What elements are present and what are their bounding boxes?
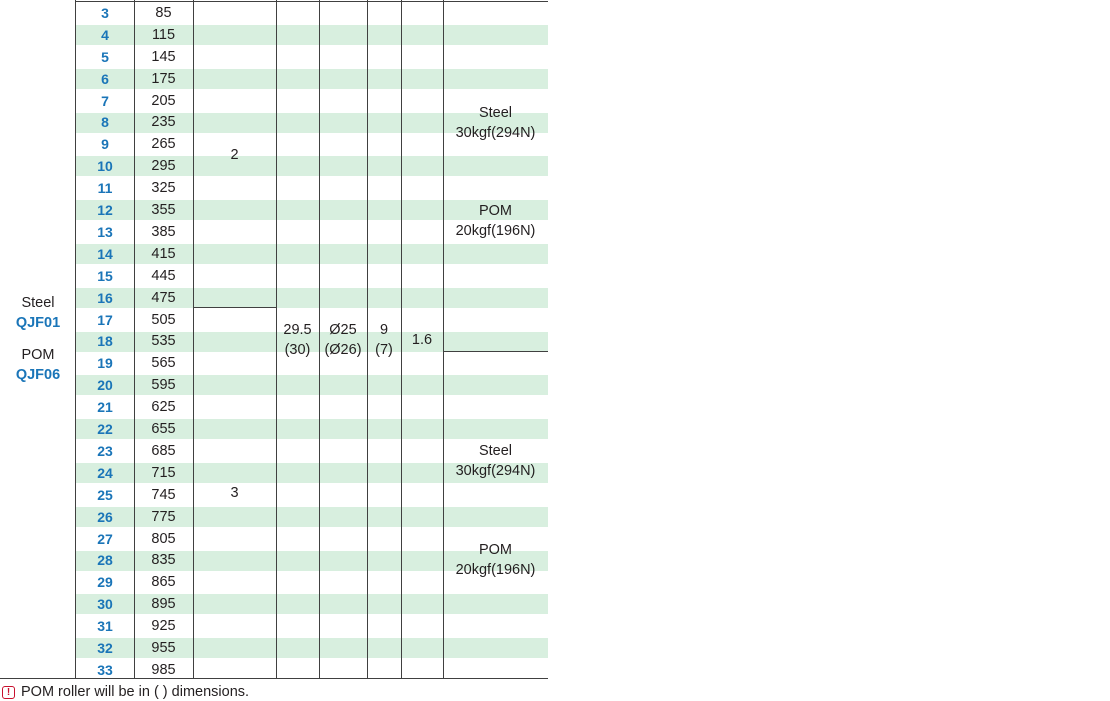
row-number: 26 bbox=[97, 508, 113, 525]
group-divider-col3 bbox=[193, 307, 276, 308]
row-number: 4 bbox=[101, 26, 109, 43]
row-length: 295 bbox=[151, 158, 176, 175]
row-length: 925 bbox=[151, 618, 176, 635]
group-a-load-pom bbox=[443, 201, 548, 241]
group-b-load-steel bbox=[443, 441, 548, 481]
col7-value: 1.6 bbox=[411, 332, 433, 348]
row-number: 16 bbox=[97, 289, 113, 306]
row-length: 235 bbox=[151, 114, 176, 131]
row-number: 15 bbox=[97, 267, 113, 284]
pom-label: POM bbox=[21, 347, 55, 363]
col-divider bbox=[193, 0, 194, 679]
row-length: 715 bbox=[151, 464, 176, 481]
group-divider-load bbox=[443, 351, 548, 352]
row-number: 5 bbox=[101, 48, 109, 65]
row-number: 9 bbox=[101, 136, 109, 153]
row-number: 14 bbox=[97, 245, 113, 262]
col-divider bbox=[443, 0, 444, 679]
row-length: 475 bbox=[151, 289, 176, 306]
row-length: 535 bbox=[151, 333, 176, 350]
col5-shared bbox=[319, 2, 367, 678]
pom-code: QJF06 bbox=[15, 367, 61, 383]
material-label-cell bbox=[0, 286, 76, 392]
row-number: 31 bbox=[97, 618, 113, 635]
load-pom-label: POM bbox=[478, 542, 513, 558]
row-number: 22 bbox=[97, 421, 113, 438]
row-number: 12 bbox=[97, 202, 113, 219]
group-b-load-pom bbox=[443, 540, 548, 580]
row-length: 745 bbox=[151, 486, 176, 503]
col7-shared bbox=[401, 2, 443, 678]
row-length: 805 bbox=[151, 530, 176, 547]
bottom-rule bbox=[0, 678, 548, 679]
load-pom-label: POM bbox=[478, 203, 513, 219]
row-length: 655 bbox=[151, 421, 176, 438]
group-b-col3-value: 3 bbox=[230, 485, 239, 501]
row-number: 10 bbox=[97, 158, 113, 175]
load-steel-value: 30kgf(294N) bbox=[455, 125, 536, 141]
row-length: 145 bbox=[151, 48, 176, 65]
footnote bbox=[2, 683, 249, 701]
row-length: 325 bbox=[151, 180, 176, 197]
col6-line1: 9 bbox=[379, 322, 389, 338]
col-divider bbox=[367, 0, 368, 679]
row-number: 29 bbox=[97, 574, 113, 591]
row-number: 32 bbox=[97, 640, 113, 657]
row-number: 23 bbox=[97, 442, 113, 459]
col4-line2: (30) bbox=[284, 342, 311, 358]
col6-line2: (7) bbox=[375, 342, 393, 358]
row-length: 835 bbox=[151, 552, 176, 569]
row-length: 445 bbox=[151, 267, 176, 284]
row-number: 28 bbox=[97, 552, 113, 569]
row-length: 985 bbox=[151, 661, 176, 678]
row-number: 7 bbox=[101, 92, 109, 109]
row-number: 20 bbox=[97, 377, 113, 394]
row-length: 115 bbox=[151, 26, 176, 43]
row-number: 33 bbox=[97, 661, 113, 678]
col4-line1: 29.5 bbox=[283, 322, 312, 338]
row-number: 18 bbox=[97, 333, 113, 350]
col-divider bbox=[75, 0, 76, 679]
steel-label: Steel bbox=[21, 295, 55, 311]
row-number: 17 bbox=[97, 311, 113, 328]
col-divider bbox=[401, 0, 402, 679]
row-length: 865 bbox=[151, 574, 176, 591]
row-number: 6 bbox=[101, 70, 109, 87]
exclamation-icon: ! bbox=[2, 686, 15, 699]
row-number: 8 bbox=[101, 114, 109, 131]
row-length: 595 bbox=[151, 377, 176, 394]
row-number: 21 bbox=[97, 399, 113, 416]
spec-table bbox=[0, 0, 548, 679]
load-steel-label: Steel bbox=[478, 105, 513, 121]
row-length: 265 bbox=[151, 136, 176, 153]
row-number: 11 bbox=[97, 180, 113, 197]
group-a-col3 bbox=[193, 2, 276, 307]
group-a-load-steel bbox=[443, 103, 548, 143]
row-length: 505 bbox=[151, 311, 176, 328]
row-length: 205 bbox=[151, 92, 176, 109]
col5-line1: Ø25 bbox=[329, 322, 357, 338]
load-pom-value: 20kgf(196N) bbox=[455, 562, 536, 578]
row-number: 3 bbox=[101, 4, 109, 21]
footnote-text: POM roller will be in ( ) dimensions. bbox=[21, 684, 250, 700]
group-a-col3-value: 2 bbox=[230, 146, 239, 163]
row-length: 175 bbox=[151, 70, 176, 87]
group-b-col3 bbox=[193, 308, 276, 678]
row-number: 25 bbox=[97, 486, 113, 503]
col6-shared bbox=[367, 2, 401, 678]
row-number: 13 bbox=[97, 223, 113, 240]
row-number: 30 bbox=[97, 596, 113, 613]
row-number: 19 bbox=[97, 355, 113, 372]
col5-line2: (Ø26) bbox=[324, 342, 362, 358]
load-steel-value: 30kgf(294N) bbox=[455, 463, 536, 479]
col4-shared bbox=[276, 2, 319, 678]
col-divider bbox=[319, 0, 320, 679]
row-length: 565 bbox=[151, 355, 176, 372]
col-divider bbox=[134, 0, 135, 679]
row-length: 895 bbox=[151, 596, 176, 613]
row-length: 625 bbox=[151, 399, 176, 416]
row-length: 775 bbox=[151, 508, 176, 525]
row-length: 955 bbox=[151, 640, 176, 657]
col-divider bbox=[276, 0, 277, 679]
row-length: 355 bbox=[151, 202, 176, 219]
row-length: 85 bbox=[155, 4, 172, 21]
steel-code: QJF01 bbox=[15, 315, 61, 331]
row-length: 385 bbox=[151, 223, 176, 240]
load-steel-label: Steel bbox=[478, 443, 513, 459]
load-pom-value: 20kgf(196N) bbox=[455, 223, 536, 239]
row-number: 27 bbox=[97, 530, 113, 547]
row-length: 685 bbox=[151, 442, 176, 459]
row-number: 24 bbox=[97, 464, 113, 481]
row-length: 415 bbox=[151, 245, 176, 262]
top-rule bbox=[76, 1, 548, 2]
